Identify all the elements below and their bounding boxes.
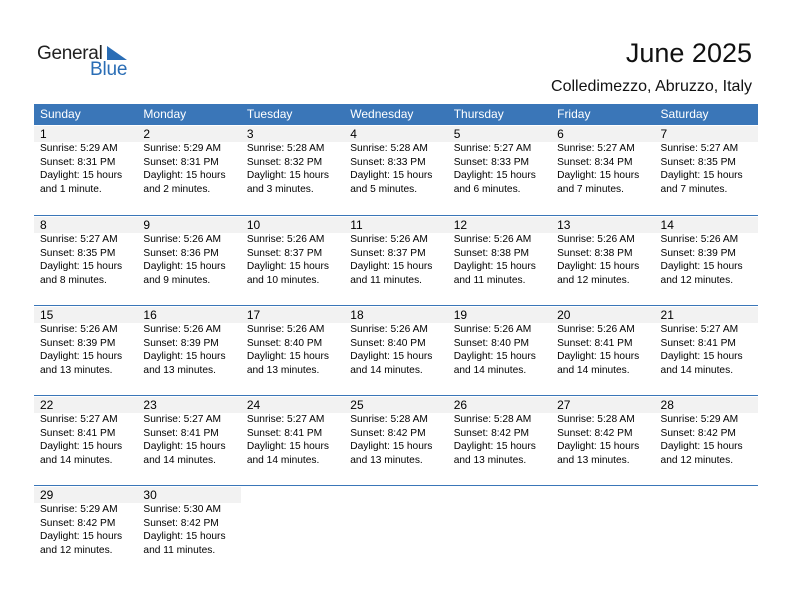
minutes-text: and 11 minutes. [143, 544, 216, 556]
sunset-text: Sunset: 8:38 PM [557, 247, 633, 259]
minutes-text: and 7 minutes. [557, 183, 624, 195]
day-cell [655, 396, 758, 485]
day-number: 9 [137, 217, 240, 233]
day-number: 14 [655, 217, 758, 233]
day-number: 25 [344, 397, 447, 413]
day-number [655, 487, 758, 503]
day-cell [551, 306, 654, 395]
day-cell [34, 125, 137, 214]
logo-blue-text: Blue [90, 59, 128, 80]
day-number: 24 [241, 397, 344, 413]
weekday-monday: Monday [143, 107, 187, 121]
day-number: 27 [551, 397, 654, 413]
day-number: 30 [137, 487, 240, 503]
sunrise-text: Sunrise: 5:26 AM [557, 234, 635, 245]
minutes-text: and 14 minutes. [660, 364, 734, 376]
day-cell [241, 396, 344, 485]
minutes-text: and 8 minutes. [40, 274, 107, 286]
day-cell [241, 486, 344, 575]
daylight-text: Daylight: 15 hours [453, 170, 536, 182]
day-number: 20 [551, 307, 654, 323]
day-cell [137, 486, 240, 575]
daylight-text: Daylight: 15 hours [453, 261, 536, 273]
sunset-text: Sunset: 8:39 PM [660, 247, 736, 259]
sunrise-text: Sunrise: 5:27 AM [246, 414, 325, 425]
sunrise-text: Sunrise: 5:27 AM [143, 414, 222, 425]
sunrise-text: Sunrise: 5:28 AM [350, 414, 428, 425]
sunrise-text: Sunrise: 5:26 AM [350, 234, 428, 245]
sunset-text: Sunset: 8:39 PM [40, 337, 116, 349]
day-number: 6 [551, 126, 654, 142]
day-cell [344, 396, 447, 485]
minutes-text: and 13 minutes. [350, 454, 423, 466]
sunrise-text: Sunrise: 5:27 AM [40, 414, 118, 425]
weekday-thursday: Thursday [453, 107, 504, 121]
calendar-week-row [34, 125, 758, 215]
sunrise-text: Sunrise: 5:27 AM [660, 143, 739, 154]
sunset-text: Sunset: 8:40 PM [246, 337, 323, 349]
daylight-text: Daylight: 15 hours [40, 170, 123, 182]
sunset-text: Sunset: 8:40 PM [350, 337, 426, 349]
daylight-text: Daylight: 15 hours [40, 261, 123, 273]
day-number: 15 [34, 307, 137, 323]
sunrise-text: Sunrise: 5:29 AM [40, 143, 118, 154]
sunset-text: Sunset: 8:38 PM [453, 247, 530, 259]
day-cell [241, 306, 344, 395]
sunset-text: Sunset: 8:41 PM [557, 337, 633, 349]
sunset-text: Sunset: 8:31 PM [40, 156, 116, 168]
calendar-week-row [34, 305, 758, 395]
day-number: 2 [137, 126, 240, 142]
day-number: 17 [241, 307, 344, 323]
sunrise-text: Sunrise: 5:29 AM [143, 143, 222, 154]
location-subtitle: Colledimezzo, Abruzzo, Italy [551, 78, 752, 95]
minutes-text: and 13 minutes. [453, 454, 527, 466]
weekday-sunday: Sunday [40, 107, 81, 121]
day-cell [655, 486, 758, 575]
sunset-text: Sunset: 8:39 PM [143, 337, 219, 349]
day-number: 12 [448, 217, 551, 233]
minutes-text: and 12 minutes. [660, 454, 734, 466]
daylight-text: Daylight: 15 hours [246, 261, 329, 273]
daylight-text: Daylight: 15 hours [40, 531, 123, 543]
day-number: 19 [448, 307, 551, 323]
daylight-text: Daylight: 15 hours [350, 261, 433, 273]
daylight-text: Daylight: 15 hours [453, 441, 536, 453]
minutes-text: and 11 minutes. [350, 274, 423, 286]
minutes-text: and 1 minute. [40, 183, 102, 195]
sunrise-text: Sunrise: 5:29 AM [40, 504, 118, 515]
daylight-text: Daylight: 15 hours [246, 441, 329, 453]
daylight-text: Daylight: 15 hours [143, 351, 226, 363]
weekday-header [34, 104, 758, 125]
daylight-text: Daylight: 15 hours [246, 351, 329, 363]
logo-general-text: General [37, 43, 103, 64]
daylight-text: Daylight: 15 hours [350, 170, 433, 182]
day-cell [344, 486, 447, 575]
daylight-text: Daylight: 15 hours [660, 351, 743, 363]
daylight-text: Daylight: 15 hours [557, 351, 640, 363]
day-cell [551, 216, 654, 305]
day-number [344, 487, 447, 503]
day-cell [655, 216, 758, 305]
minutes-text: and 14 minutes. [453, 364, 527, 376]
sunset-text: Sunset: 8:42 PM [660, 427, 736, 439]
day-cell [34, 306, 137, 395]
daylight-text: Daylight: 15 hours [40, 441, 123, 453]
day-cell [448, 306, 551, 395]
day-cell [137, 306, 240, 395]
sunset-text: Sunset: 8:35 PM [40, 247, 116, 259]
day-number: 22 [34, 397, 137, 413]
brand-logo [37, 43, 137, 83]
minutes-text: and 12 minutes. [660, 274, 734, 286]
sunset-text: Sunset: 8:35 PM [660, 156, 736, 168]
day-number: 1 [34, 126, 137, 142]
sunset-text: Sunset: 8:41 PM [660, 337, 736, 349]
weekday-saturday: Saturday [660, 107, 709, 121]
day-number: 7 [655, 126, 758, 142]
daylight-text: Daylight: 15 hours [557, 441, 640, 453]
sunset-text: Sunset: 8:42 PM [40, 517, 116, 529]
day-number: 13 [551, 217, 654, 233]
sunrise-text: Sunrise: 5:27 AM [557, 143, 635, 154]
day-number: 16 [137, 307, 240, 323]
day-number [551, 487, 654, 503]
day-number: 8 [34, 217, 137, 233]
day-cell [241, 125, 344, 214]
day-number: 23 [137, 397, 240, 413]
day-cell [655, 306, 758, 395]
sunset-text: Sunset: 8:41 PM [246, 427, 323, 439]
weekday-tuesday: Tuesday [246, 107, 293, 121]
sunset-text: Sunset: 8:33 PM [350, 156, 426, 168]
sunrise-text: Sunrise: 5:26 AM [40, 324, 118, 335]
day-cell [551, 486, 654, 575]
sunrise-text: Sunrise: 5:26 AM [246, 234, 325, 245]
sunset-text: Sunset: 8:36 PM [143, 247, 219, 259]
day-cell [137, 216, 240, 305]
sunset-text: Sunset: 8:34 PM [557, 156, 633, 168]
sunrise-text: Sunrise: 5:28 AM [246, 143, 325, 154]
daylight-text: Daylight: 15 hours [660, 170, 743, 182]
sunrise-text: Sunrise: 5:26 AM [143, 324, 222, 335]
day-cell [448, 216, 551, 305]
day-cell [655, 125, 758, 214]
minutes-text: and 5 minutes. [350, 183, 418, 195]
daylight-text: Daylight: 15 hours [143, 441, 226, 453]
minutes-text: and 14 minutes. [557, 364, 630, 376]
day-cell [551, 396, 654, 485]
weekday-wednesday: Wednesday [350, 107, 414, 121]
day-number: 11 [344, 217, 447, 233]
month-calendar [34, 104, 758, 575]
sunrise-text: Sunrise: 5:26 AM [350, 324, 428, 335]
day-cell [448, 125, 551, 214]
sunrise-text: Sunrise: 5:27 AM [40, 234, 118, 245]
day-cell [344, 306, 447, 395]
sunrise-text: Sunrise: 5:30 AM [143, 504, 222, 515]
page-title: June 2025 [625, 38, 752, 68]
sunrise-text: Sunrise: 5:27 AM [660, 324, 739, 335]
sunset-text: Sunset: 8:42 PM [453, 427, 530, 439]
minutes-text: and 12 minutes. [40, 544, 113, 556]
day-number [448, 487, 551, 503]
sunset-text: Sunset: 8:32 PM [246, 156, 323, 168]
day-cell [551, 125, 654, 214]
sunset-text: Sunset: 8:31 PM [143, 156, 219, 168]
minutes-text: and 7 minutes. [660, 183, 728, 195]
sunrise-text: Sunrise: 5:26 AM [143, 234, 222, 245]
calendar-week-row [34, 395, 758, 485]
sunset-text: Sunset: 8:42 PM [557, 427, 633, 439]
minutes-text: and 14 minutes. [143, 454, 216, 466]
day-cell [241, 216, 344, 305]
minutes-text: and 10 minutes. [246, 274, 320, 286]
daylight-text: Daylight: 15 hours [557, 261, 640, 273]
day-number: 18 [344, 307, 447, 323]
daylight-text: Daylight: 15 hours [143, 531, 226, 543]
sunset-text: Sunset: 8:40 PM [453, 337, 530, 349]
minutes-text: and 12 minutes. [557, 274, 630, 286]
minutes-text: and 2 minutes. [143, 183, 211, 195]
minutes-text: and 13 minutes. [40, 364, 113, 376]
day-cell [137, 396, 240, 485]
daylight-text: Daylight: 15 hours [143, 261, 226, 273]
day-number: 10 [241, 217, 344, 233]
day-cell [344, 216, 447, 305]
weekday-friday: Friday [557, 107, 591, 121]
daylight-text: Daylight: 15 hours [40, 351, 123, 363]
sunrise-text: Sunrise: 5:28 AM [557, 414, 635, 425]
daylight-text: Daylight: 15 hours [350, 351, 433, 363]
daylight-text: Daylight: 15 hours [143, 170, 226, 182]
minutes-text: and 9 minutes. [143, 274, 211, 286]
daylight-text: Daylight: 15 hours [350, 441, 433, 453]
sunrise-text: Sunrise: 5:26 AM [557, 324, 635, 335]
minutes-text: and 14 minutes. [246, 454, 320, 466]
sunrise-text: Sunrise: 5:26 AM [453, 324, 532, 335]
sunset-text: Sunset: 8:37 PM [350, 247, 426, 259]
day-number [241, 487, 344, 503]
daylight-text: Daylight: 15 hours [246, 170, 329, 182]
calendar-week-row [34, 215, 758, 305]
day-number: 5 [448, 126, 551, 142]
day-cell [137, 125, 240, 214]
daylight-text: Daylight: 15 hours [557, 170, 640, 182]
day-number: 3 [241, 126, 344, 142]
day-cell [34, 216, 137, 305]
minutes-text: and 14 minutes. [40, 454, 113, 466]
sunset-text: Sunset: 8:41 PM [143, 427, 219, 439]
sunset-text: Sunset: 8:41 PM [40, 427, 116, 439]
daylight-text: Daylight: 15 hours [660, 441, 743, 453]
sunset-text: Sunset: 8:33 PM [453, 156, 530, 168]
minutes-text: and 13 minutes. [143, 364, 216, 376]
day-number: 26 [448, 397, 551, 413]
sunset-text: Sunset: 8:42 PM [143, 517, 219, 529]
sunrise-text: Sunrise: 5:28 AM [453, 414, 532, 425]
sunset-text: Sunset: 8:42 PM [350, 427, 426, 439]
day-cell [344, 125, 447, 214]
sunrise-text: Sunrise: 5:26 AM [246, 324, 325, 335]
sunrise-text: Sunrise: 5:28 AM [350, 143, 428, 154]
day-cell [448, 486, 551, 575]
day-cell [34, 396, 137, 485]
minutes-text: and 13 minutes. [246, 364, 320, 376]
minutes-text: and 13 minutes. [557, 454, 630, 466]
sunrise-text: Sunrise: 5:29 AM [660, 414, 739, 425]
daylight-text: Daylight: 15 hours [453, 351, 536, 363]
day-number: 28 [655, 397, 758, 413]
calendar-week-row [34, 485, 758, 575]
daylight-text: Daylight: 15 hours [660, 261, 743, 273]
day-number: 21 [655, 307, 758, 323]
minutes-text: and 11 minutes. [453, 274, 526, 286]
minutes-text: and 6 minutes. [453, 183, 521, 195]
calendar-weeks [34, 125, 758, 575]
day-number: 4 [344, 126, 447, 142]
sunrise-text: Sunrise: 5:26 AM [660, 234, 739, 245]
sunrise-text: Sunrise: 5:26 AM [453, 234, 532, 245]
minutes-text: and 3 minutes. [246, 183, 314, 195]
sunrise-text: Sunrise: 5:27 AM [453, 143, 532, 154]
minutes-text: and 14 minutes. [350, 364, 423, 376]
day-number: 29 [34, 487, 137, 503]
day-cell [34, 486, 137, 575]
day-cell [448, 396, 551, 485]
sunset-text: Sunset: 8:37 PM [246, 247, 323, 259]
